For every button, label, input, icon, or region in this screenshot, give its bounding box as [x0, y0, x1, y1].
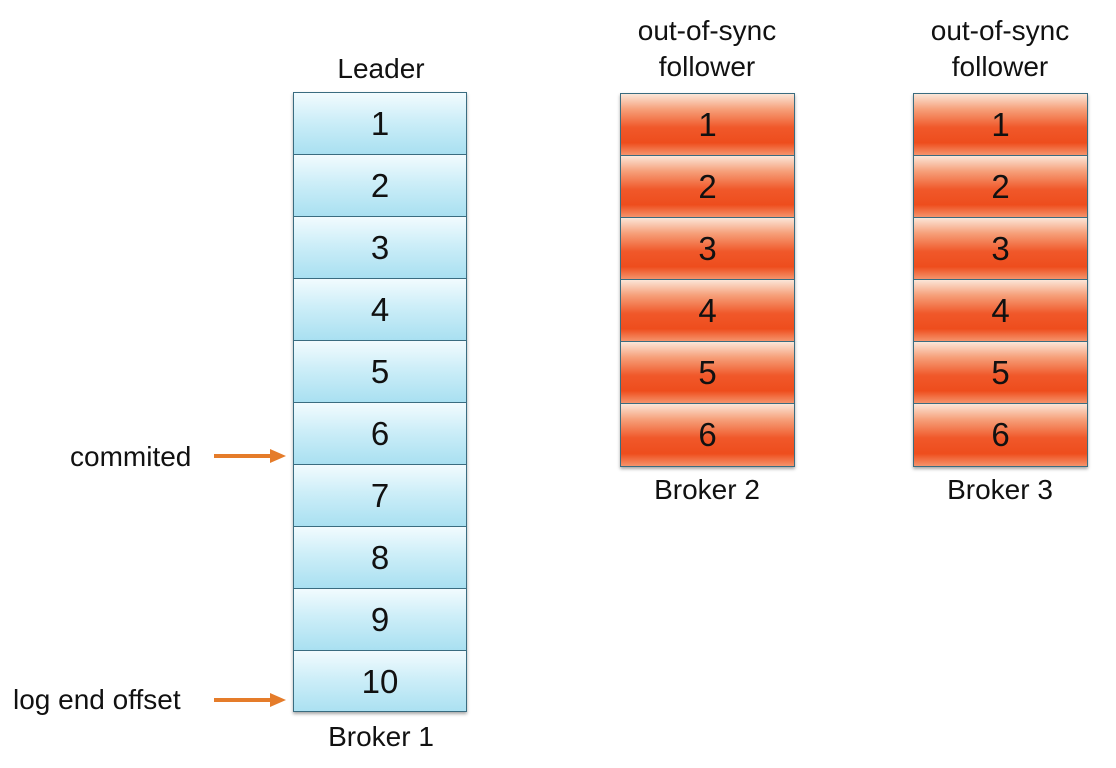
- log-entry: 4: [914, 280, 1087, 342]
- leader-role-label: Leader: [337, 53, 425, 84]
- log-entry: 6: [914, 404, 1087, 466]
- log-end-offset-marker-label: log end offset: [13, 684, 181, 715]
- log-end-offset-arrow-icon: [210, 690, 290, 710]
- committed-arrow-icon: [210, 446, 290, 466]
- log-entry: 2: [914, 156, 1087, 218]
- log-entry: 1: [914, 94, 1087, 156]
- log-entry: 7: [294, 465, 466, 527]
- log-entry: 9: [294, 589, 466, 651]
- log-entry: 8: [294, 527, 466, 589]
- log-entry-committed: 6: [294, 403, 466, 465]
- log-entry: 2: [621, 156, 794, 218]
- leader-log-stack: [293, 92, 467, 712]
- follower-2-log-stack: [913, 93, 1088, 467]
- log-entry-end: 10: [294, 651, 466, 712]
- log-entry: 5: [621, 342, 794, 404]
- log-entry: 4: [294, 279, 466, 341]
- follower-1-role-label-line1: out-of-sync: [637, 15, 777, 46]
- broker-3-label: Broker 3: [947, 474, 1053, 505]
- log-entry: 2: [294, 155, 466, 217]
- log-entry: 5: [914, 342, 1087, 404]
- log-entry: 3: [914, 218, 1087, 280]
- follower-2-role-label-line2: follower: [951, 51, 1049, 82]
- follower-1-role-label-line2: follower: [658, 51, 756, 82]
- broker-1-label: Broker 1: [328, 721, 434, 752]
- log-entry: 3: [294, 217, 466, 279]
- follower-1-log-stack: [620, 93, 795, 467]
- log-entry: 5: [294, 341, 466, 403]
- log-entry: 1: [621, 94, 794, 156]
- log-entry: 3: [621, 218, 794, 280]
- broker-2-label: Broker 2: [654, 474, 760, 505]
- committed-marker-label: commited: [70, 441, 192, 472]
- follower-2-role-label-line1: out-of-sync: [930, 15, 1070, 46]
- log-entry: 4: [621, 280, 794, 342]
- log-entry: 1: [294, 93, 466, 155]
- log-entry: 6: [621, 404, 794, 466]
